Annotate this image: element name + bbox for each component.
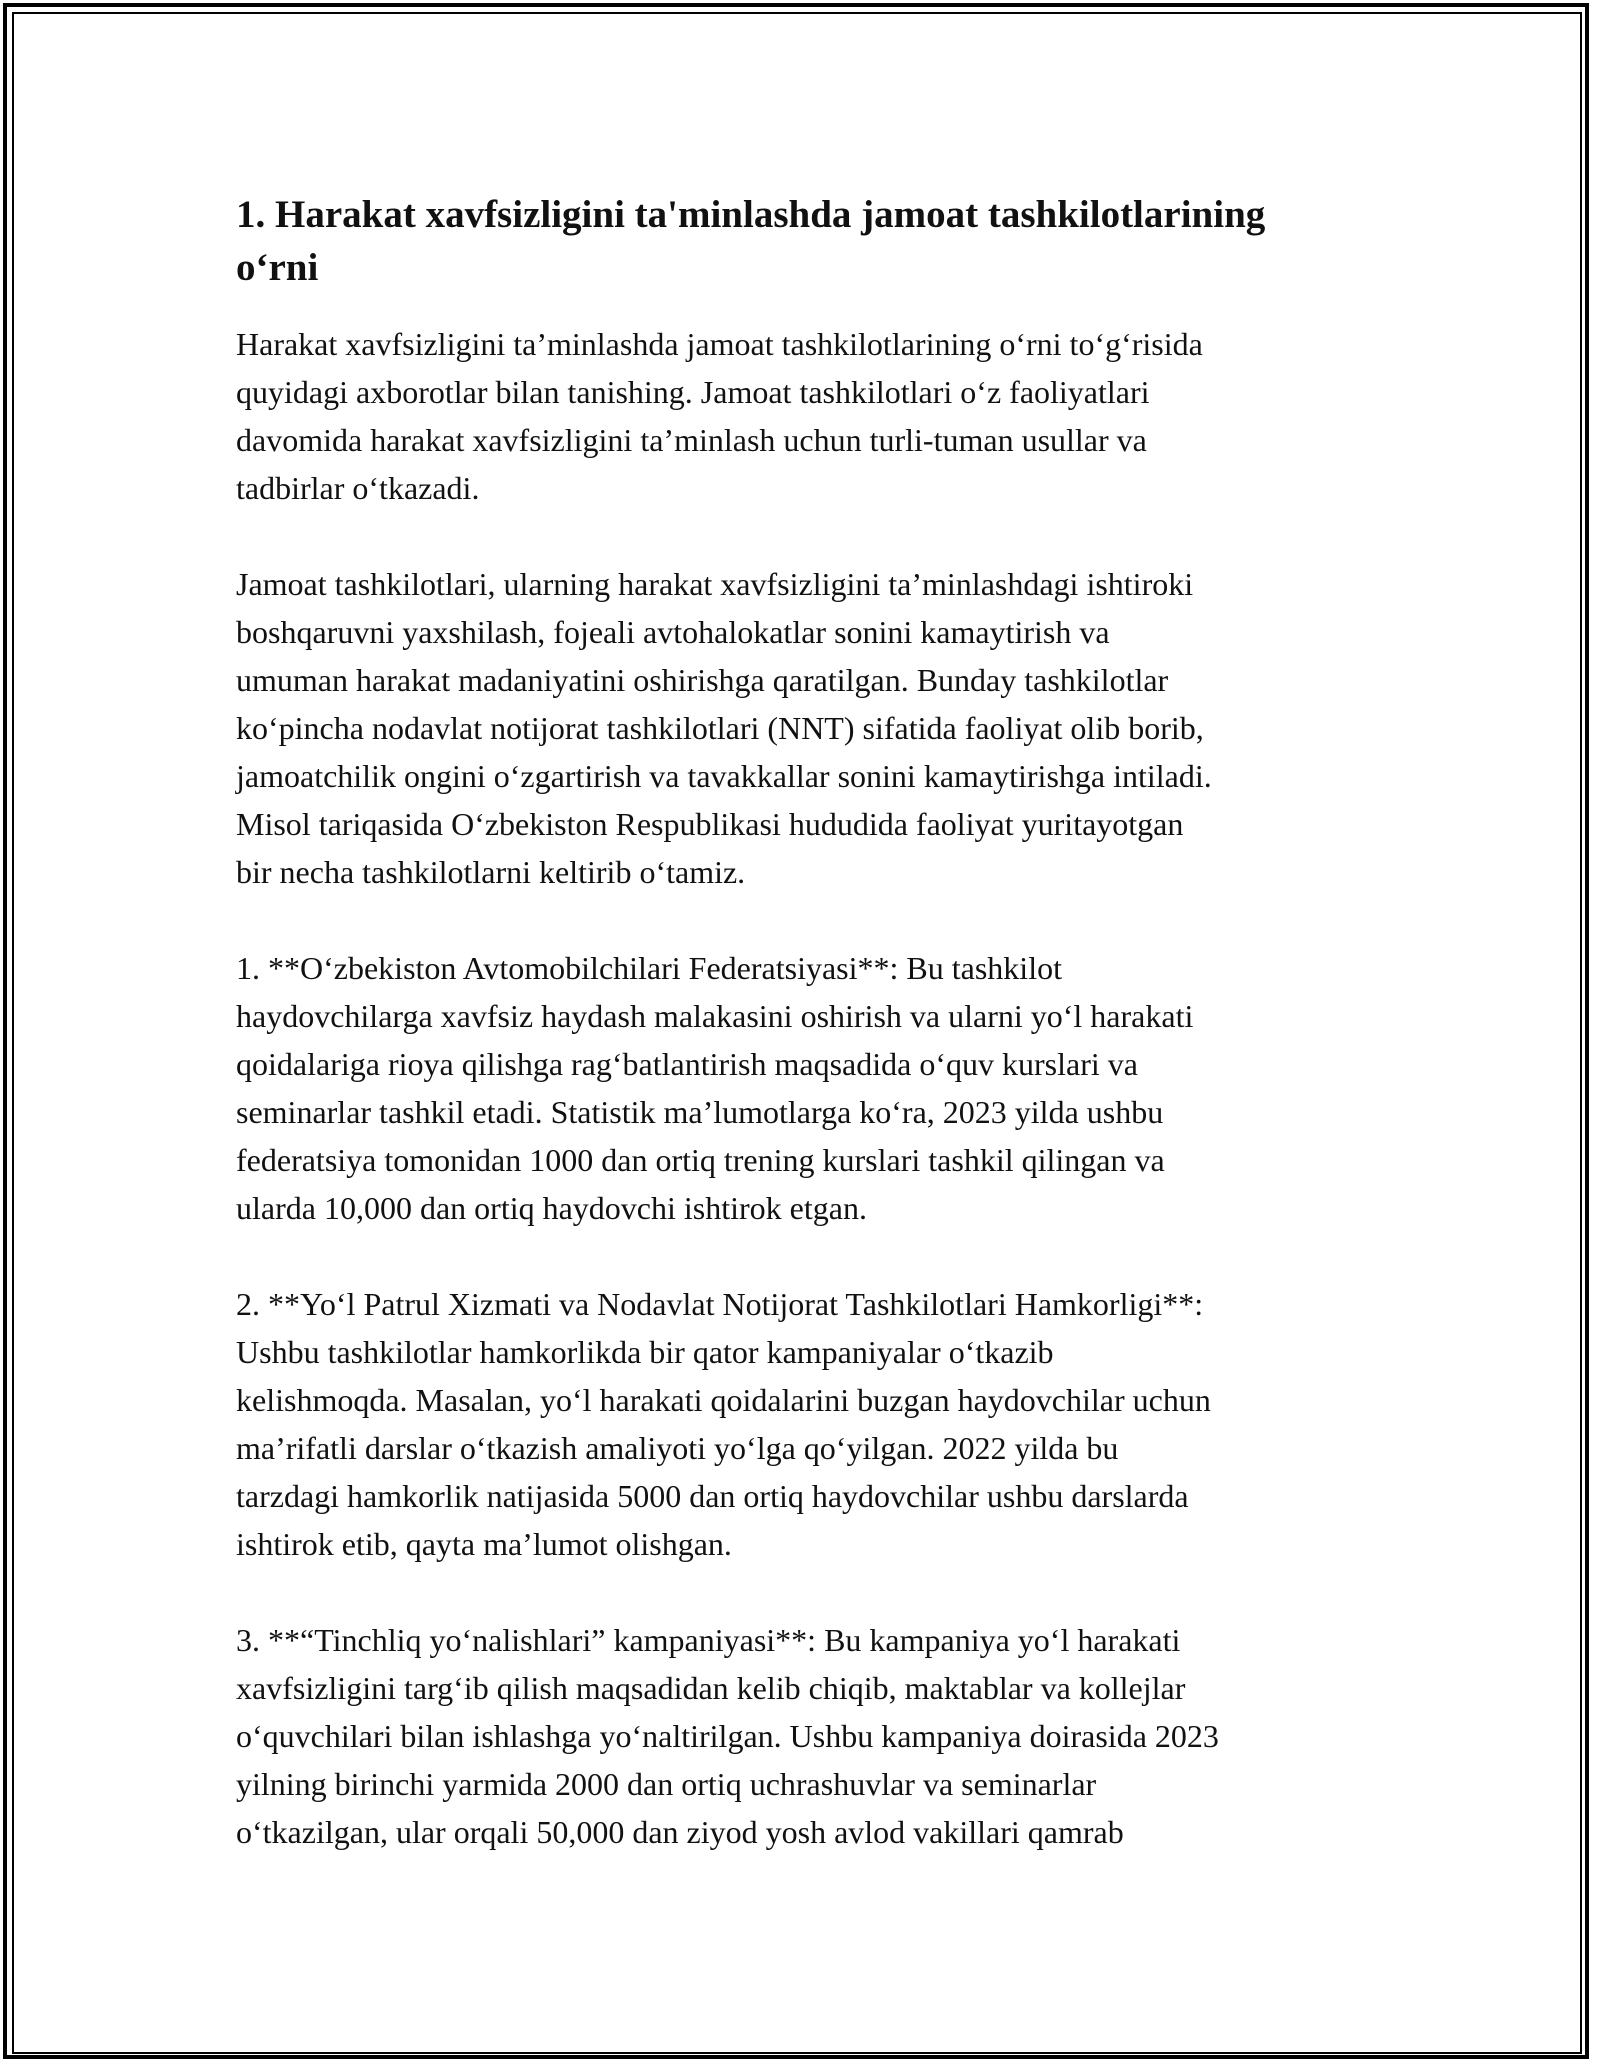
list-item-1: 1. **O‘zbekiston Avtomobilchilari Federatsiyasi**: Bu tashkilot haydovchilarga xavfsiz haydash malakasini oshirish va ularni yo‘l harakati qoidalariga rioya qilishga rag‘batlantirish maqsadida o‘quv kurslari va seminarlar tashkil etadi. Statistik ma’lumotlarga ko‘ra, 2023 yilda ushbu federatsiya tomonidan 1000 dan ortiq trening kurslari tashkil qilingan va ularda 10,000 dan ortiq haydovchi ishtirok etgan. <box>236 950 1194 1226</box>
body-paragraph: Jamoat tashkilotlari, ularning harakat xavfsizligini ta’minlashdagi ishtiroki boshqaruvni yaxshilash, fojeali avtohalokatlar sonini kamaytirish va umuman harakat madaniyatini oshirishga qaratilgan. Bunday tashkilotlar ko‘pincha nodavlat notijorat tashkilotlari (NNT) sifatida faoliyat olib borib, jamoatchilik ongini o‘zgartirish va tavakkallar sonini kamaytirishga intiladi. Misol tariqasida O‘zbekiston Respublikasi hududida faoliyat yuritayotgan bir necha tashkilotlarni keltirib o‘tamiz. <box>236 566 1212 890</box>
document-title: 1. Harakat xavfsizligini ta'minlashda jamoat tashkilotlarining o‘rni <box>236 193 1266 289</box>
list-item-2: 2. **Yo‘l Patrul Xizmati va Nodavlat Notijorat Tashkilotlari Hamkorligi**: Ushbu tashkilotlar hamkorlikda bir qator kampaniyalar o‘tkazib kelishmoqda. Masalan, yo‘l harakati qoidalarini buzgan haydovchilar uchun ma’rifatli darslar o‘tkazish amaliyoti yo‘lga qo‘yilgan. 2022 yilda bu tarzdagi hamkorlik natijasida 5000 dan ortiq haydovchilar ushbu darslarda ishtirok etib, qayta ma’lumot olishgan. <box>236 1286 1211 1562</box>
intro-paragraph: Harakat xavfsizligini ta’minlashda jamoat tashkilotlarining o‘rni to‘g‘risida quyidagi axborotlar bilan tanishing. Jamoat tashkilotlari o‘z faoliyatlari davomida harakat xavfsizligini ta’minlash uchun turli-tuman usullar va tadbirlar o‘tkazadi. <box>236 326 1203 506</box>
document-body <box>236 188 1366 1856</box>
list-item-3: 3. **“Tinchliq yo‘nalishlari” kampaniyasi**: Bu kampaniya yo‘l harakati xavfsizligini targ‘ib qilish maqsadidan kelib chiqib, maktablar va kollejlar o‘quvchilari bilan ishlashga yo‘naltirilgan. Ushbu kampaniya doirasida 2023 yilning birinchi yarmida 2000 dan ortiq uchrashuvlar va seminarlar o‘tkazilgan, ular orqali 50,000 dan ziyod yosh avlod vakillari qamrab <box>236 1622 1219 1850</box>
